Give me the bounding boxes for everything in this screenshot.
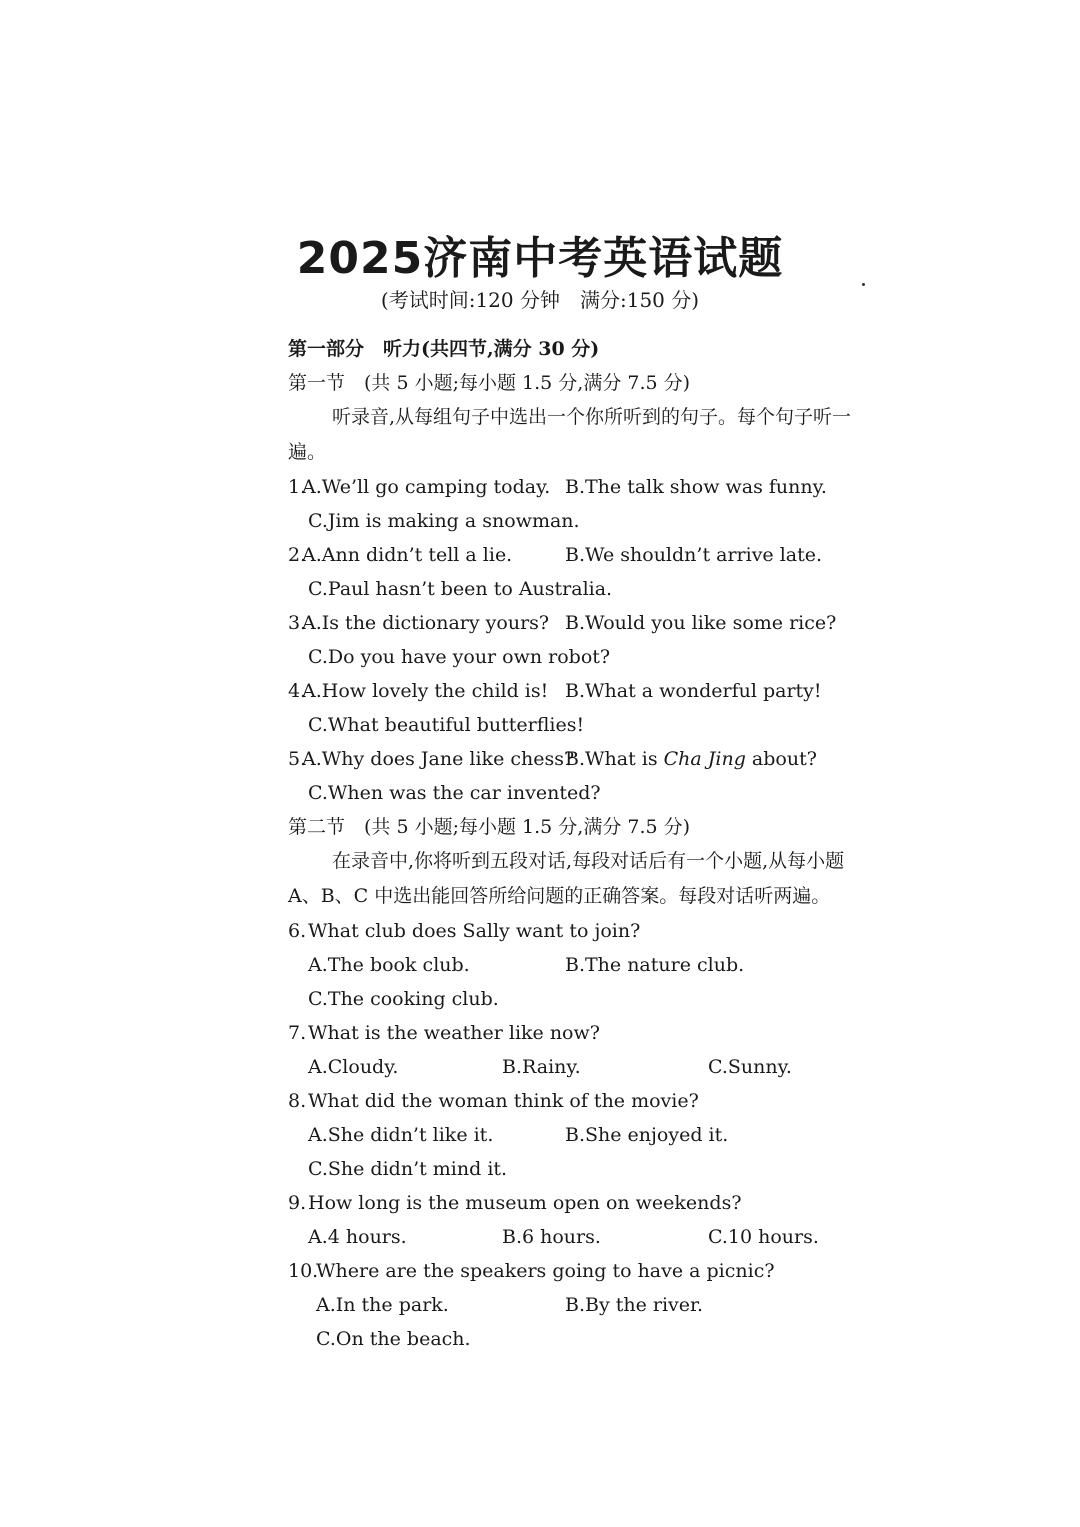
question-number: 5. [288, 748, 307, 770]
exam-time-info: (考试时间:120 分钟 满分:150 分) [380, 288, 700, 312]
question-7 [288, 1016, 878, 1050]
question-9-options [288, 1220, 878, 1254]
option-c: C.The cooking club. [308, 988, 499, 1010]
option-b [565, 742, 817, 776]
question-number: 4. [288, 680, 307, 702]
option-a: A.Is the dictionary yours? [302, 612, 550, 634]
option-c: C.She didn’t mind it. [308, 1158, 508, 1180]
question-7-options [288, 1050, 878, 1084]
question-number: 7. [288, 1022, 307, 1044]
question-3 [288, 606, 878, 640]
question-number: 10. [288, 1260, 319, 1282]
option-b: B.What a wonderful party! [565, 680, 822, 702]
section-instructions-1: 听录音,从每组句子中选出一个你所听到的句子。每个句子听一遍。 [288, 406, 852, 463]
question-9 [288, 1186, 878, 1220]
section-instructions-2: 在录音中,你将听到五段对话,每段对话后有一个小题,从每小题 A、B、C 中选出能回答所给问题的正确答案。每段对话听两遍。 [288, 850, 845, 907]
option-a: A.In the park. [316, 1294, 449, 1316]
option-a: A.Why does Jane like chess? [302, 748, 575, 770]
question-8 [288, 1084, 878, 1118]
option-c: C.Jim is making a snowman. [308, 510, 580, 532]
question-8-options [288, 1118, 878, 1152]
option-c: C.Do you have your own robot? [308, 646, 611, 668]
page-title: 2025济南中考英语试题 [296, 233, 784, 284]
question-number: 8. [288, 1090, 307, 1112]
question-number: 2. [288, 544, 307, 566]
option-b: B.Rainy. [502, 1056, 581, 1078]
option-a: A.The book club. [308, 954, 470, 976]
option-b: B.The talk show was funny. [565, 476, 827, 498]
option-b: B.By the river. [565, 1294, 704, 1316]
question-1-row-2 [288, 504, 878, 538]
option-b: B.The nature club. [565, 954, 745, 976]
option-b: B.She enjoyed it. [565, 1124, 729, 1146]
question-text: What is the weather like now? [308, 1022, 600, 1044]
option-a: A.4 hours. [308, 1226, 407, 1248]
question-6-options-2 [288, 982, 878, 1016]
option-c: C.10 hours. [708, 1226, 819, 1248]
option-a: A.She didn’t like it. [308, 1124, 494, 1146]
question-number: 1. [288, 476, 307, 498]
question-6 [288, 914, 878, 948]
option-b: B.We shouldn’t arrive late. [565, 544, 823, 566]
question-10-options [288, 1288, 878, 1322]
option-a: A.Cloudy. [308, 1056, 399, 1078]
question-text: What did the woman think of the movie? [308, 1090, 699, 1112]
book-title: Cha Jing [663, 748, 746, 770]
option-a: A.Ann didn’t tell a lie. [302, 544, 513, 566]
question-2-row-2 [288, 572, 878, 606]
question-2 [288, 538, 878, 572]
scan-speck [862, 283, 865, 286]
question-6-options [288, 948, 878, 982]
question-text: Where are the speakers going to have a picnic? [316, 1260, 775, 1282]
option-c: C.What beautiful butterflies! [308, 714, 585, 736]
question-1 [288, 470, 878, 504]
option-b-suffix: about? [745, 748, 817, 770]
question-text: What club does Sally want to join? [308, 920, 641, 942]
question-number: 3. [288, 612, 307, 634]
option-c: C.When was the car invented? [308, 782, 601, 804]
question-4 [288, 674, 878, 708]
option-a: A.How lovely the child is! [302, 680, 549, 702]
part-heading: 第一部分 听力(共四节,满分 30 分) [288, 338, 600, 360]
option-c: C.On the beach. [316, 1328, 471, 1350]
option-a: A.We’ll go camping today. [302, 476, 551, 498]
question-10 [288, 1254, 878, 1288]
question-3-row-2 [288, 640, 878, 674]
section-heading-1: 第一节 (共 5 小题;每小题 1.5 分,满分 7.5 分) [288, 372, 691, 394]
question-number: 9. [288, 1192, 307, 1214]
question-5 [288, 742, 878, 776]
question-number: 6. [288, 920, 307, 942]
option-c: C.Sunny. [708, 1056, 792, 1078]
question-4-row-2 [288, 708, 878, 742]
option-b: B.Would you like some rice? [565, 612, 837, 634]
exam-content [288, 332, 878, 1356]
section-heading-2: 第二节 (共 5 小题;每小题 1.5 分,满分 7.5 分) [288, 816, 691, 838]
question-5-row-2 [288, 776, 878, 810]
option-c: C.Paul hasn’t been to Australia. [308, 578, 613, 600]
option-b-prefix: B.What is [565, 748, 664, 770]
option-b: B.6 hours. [502, 1226, 601, 1248]
question-8-options-2 [288, 1152, 878, 1186]
question-10-options-2 [288, 1322, 878, 1356]
question-text: How long is the museum open on weekends? [308, 1192, 742, 1214]
